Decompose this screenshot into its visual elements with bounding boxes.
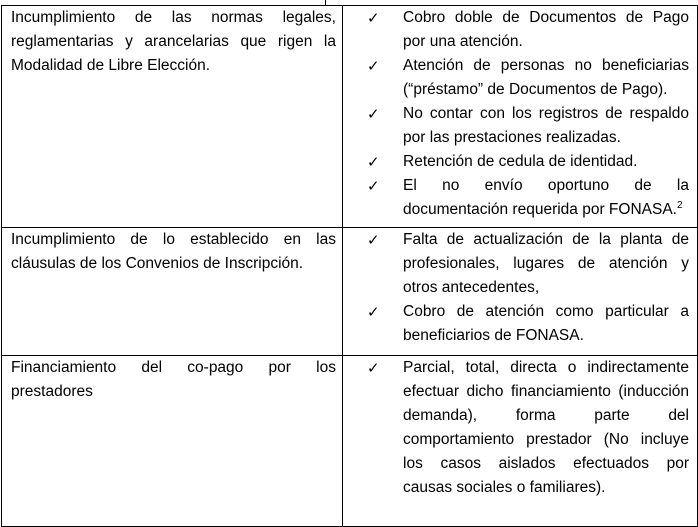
list-item: ✓ Retención de cedula de identidad.: [367, 150, 689, 174]
list-item: ✓ No contar con los registros de respaldo por las prestaciones realizadas.: [367, 102, 689, 150]
list-item: ✓ Cobro de atención como particular a beneficiarios de FONASA.: [367, 300, 689, 348]
footnote-marker: 2: [676, 199, 683, 211]
list-item: ✓ El no envío oportuno de la documentación requerida por FONASA.$^2$: [367, 174, 689, 222]
check-list: [367, 228, 689, 348]
table-row: [2, 356, 698, 527]
list-item: ✓ Parcial, total, directa o indirectamente efectuar dicho financiamiento (inducción demanda), forma parte del comportamiento prestador (No incluye los casos aislados efectuados por causas sociales o familiares).: [367, 356, 689, 500]
check-icon: ✓: [367, 105, 380, 123]
category-cell: Incumplimiento de las normas legales, reglamentarias y arancelarias que rigen la Modalidad de Libre Elección.: [2, 6, 343, 228]
check-icon: ✓: [367, 177, 380, 195]
items-cell: [343, 356, 698, 527]
check-icon: ✓: [367, 231, 380, 249]
table-row: [2, 6, 698, 228]
category-cell: Incumplimiento de lo establecido en las cláusulas de los Convenios de Inscripción.: [2, 228, 343, 356]
check-icon: ✓: [367, 153, 380, 171]
check-icon: ✓: [367, 303, 380, 321]
check-icon: ✓: [367, 359, 380, 377]
list-item: ✓ Atención de personas no beneficiarias (“préstamo” de Documentos de Pago).: [367, 54, 689, 102]
category-cell: Financiamiento del co-pago por los prestadores: [2, 356, 343, 527]
items-cell: [343, 228, 698, 356]
check-list: [367, 6, 689, 222]
list-item: ✓ Cobro doble de Documentos de Pago por una atención.: [367, 6, 689, 54]
check-icon: ✓: [367, 57, 380, 75]
list-item: ✓ Falta de actualización de la planta de profesionales, lugares de atención y otros antecedentes,: [367, 228, 689, 300]
check-icon: ✓: [367, 9, 380, 27]
table-row: [2, 228, 698, 356]
infractions-table: [1, 5, 698, 527]
check-list: [367, 356, 689, 500]
items-cell: [343, 6, 698, 228]
